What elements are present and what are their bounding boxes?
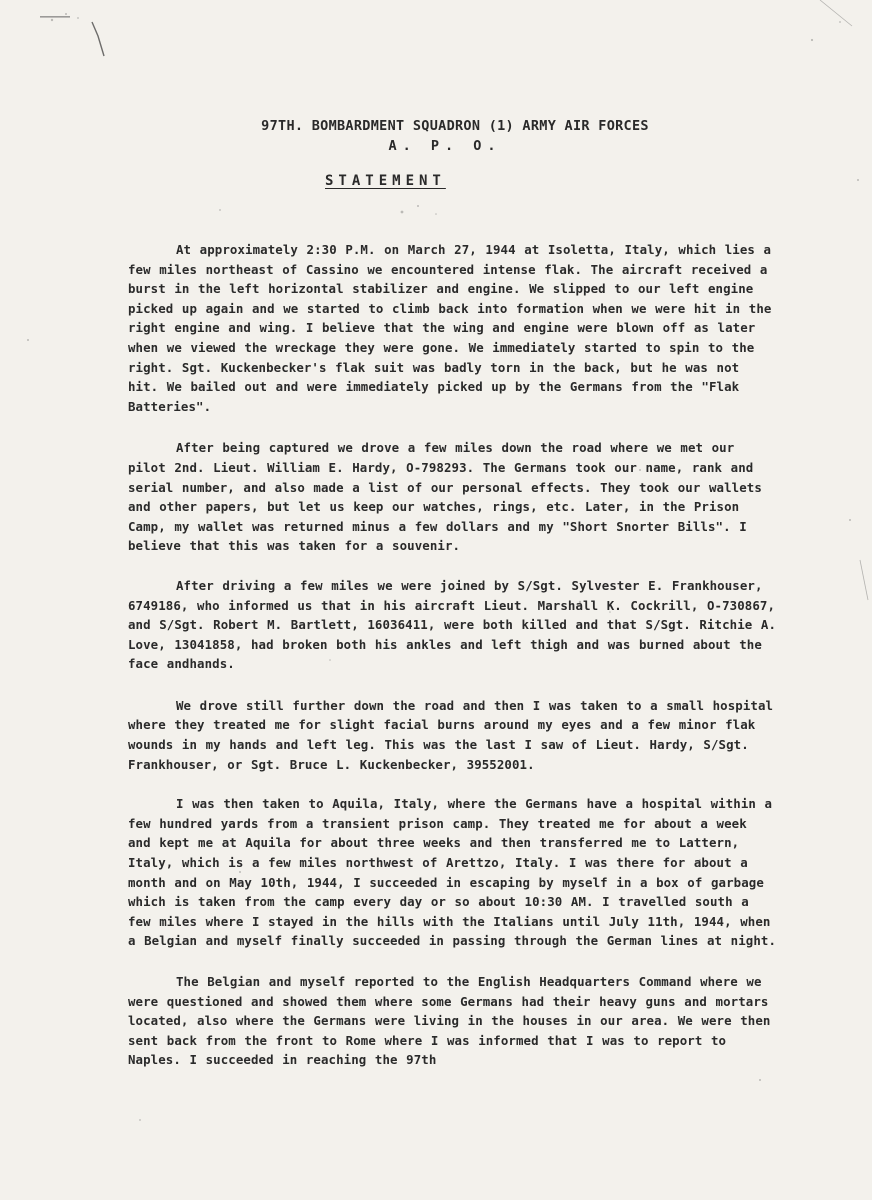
paragraph-escape: I was then taken to Aquila, Italy, where the Germans have a hospital within a few hundred yards from a transient prison camp. They treated me for about a week and kept me at Aquila for about three weeks and then transferred me to Lattern, Italy, which is a few miles northwest of Arettzo, Italy. I was there for about a month and on May 10th, 1944, I succeeded in escaping by myself in a box of garbage which is taken from the camp every day or so about 10:30 AM. I travelled south a few miles where I stayed in the hills with the Italians until July 11th, 1944, when a Belgian and myself finally succeeded in passing through the German lines at night. <box>128 796 777 949</box>
letterhead <box>0 118 872 154</box>
paragraph-after-capture: After being captured we drove a few miles down the road where we met our pilot 2nd. Lieut. William E. Hardy, O-798293. The Germans took our name, rank and serial number, and also made a list of our personal effects. They took our wallets and other papers, but let us keep our watches, rings, etc. Later, in the Prison Camp, my wallet was returned minus a few dollars and my "Short Snorter Bills". I believe that this was taken for a souvenir. <box>128 440 762 554</box>
paragraph-capture-event: At approximately 2:30 P.M. on March 27, 1944 at Isoletta, Italy, which lies a few miles northeast of Cassino we encountered intense flak. The aircraft received a burst in the left horizontal stabilizer and engine. We slipped to our left engine picked up again and we started to climb back into formation when we were hit in the right engine and wing. I believe that the wing and engine were blown off as later when we viewed the wreckage they were gone. We immediately started to spin to the right. Sgt. Kuckenbecker's flak suit was badly torn in the back, but he was not hit. We bailed out and were immediately picked up by the Germans from the "Flak Batteries". <box>128 242 772 414</box>
paragraph-frankhouser: After driving a few miles we were joined by S/Sgt. Sylvester E. Frankhouser, 6749186, who informed us that in his aircraft Lieut. Marshall K. Cockrill, O-730867, and S/Sgt. Robert M. Bartlett, 16036411, were both killed and that S/Sgt. Ritchie A. Love, 13041858, had broken both his ankles and left thigh and was burned about the face andhands. <box>128 577 777 672</box>
apo-heading: A. P. O. <box>388 138 502 154</box>
statement-body <box>128 240 778 1092</box>
unit-heading: 97TH. BOMBARDMENT SQUADRON (1) ARMY AIR FORCES <box>261 118 649 134</box>
paragraph-headquarters: The Belgian and myself reported to the English Headquarters Command where we were questioned and showed them where some Germans had their heavy guns and mortars located, also where the Germans were living in the houses in our area. We were then sent back from the front to Rome where I was informed that I was to report to Naples. I succeeded in reaching the 97th <box>128 974 771 1068</box>
paragraph-hospital: We drove still further down the road and then I was taken to a small hospital where they treated me for slight facial burns around my eyes and a few minor flak wounds in my hands and left leg. This was the last I saw of Lieut. Hardy, S/Sgt. Frankhouser, or Sgt. Bruce L. Kuckenbecker, 39552001. <box>128 697 774 772</box>
statement-title: STATEMENT <box>325 173 446 189</box>
